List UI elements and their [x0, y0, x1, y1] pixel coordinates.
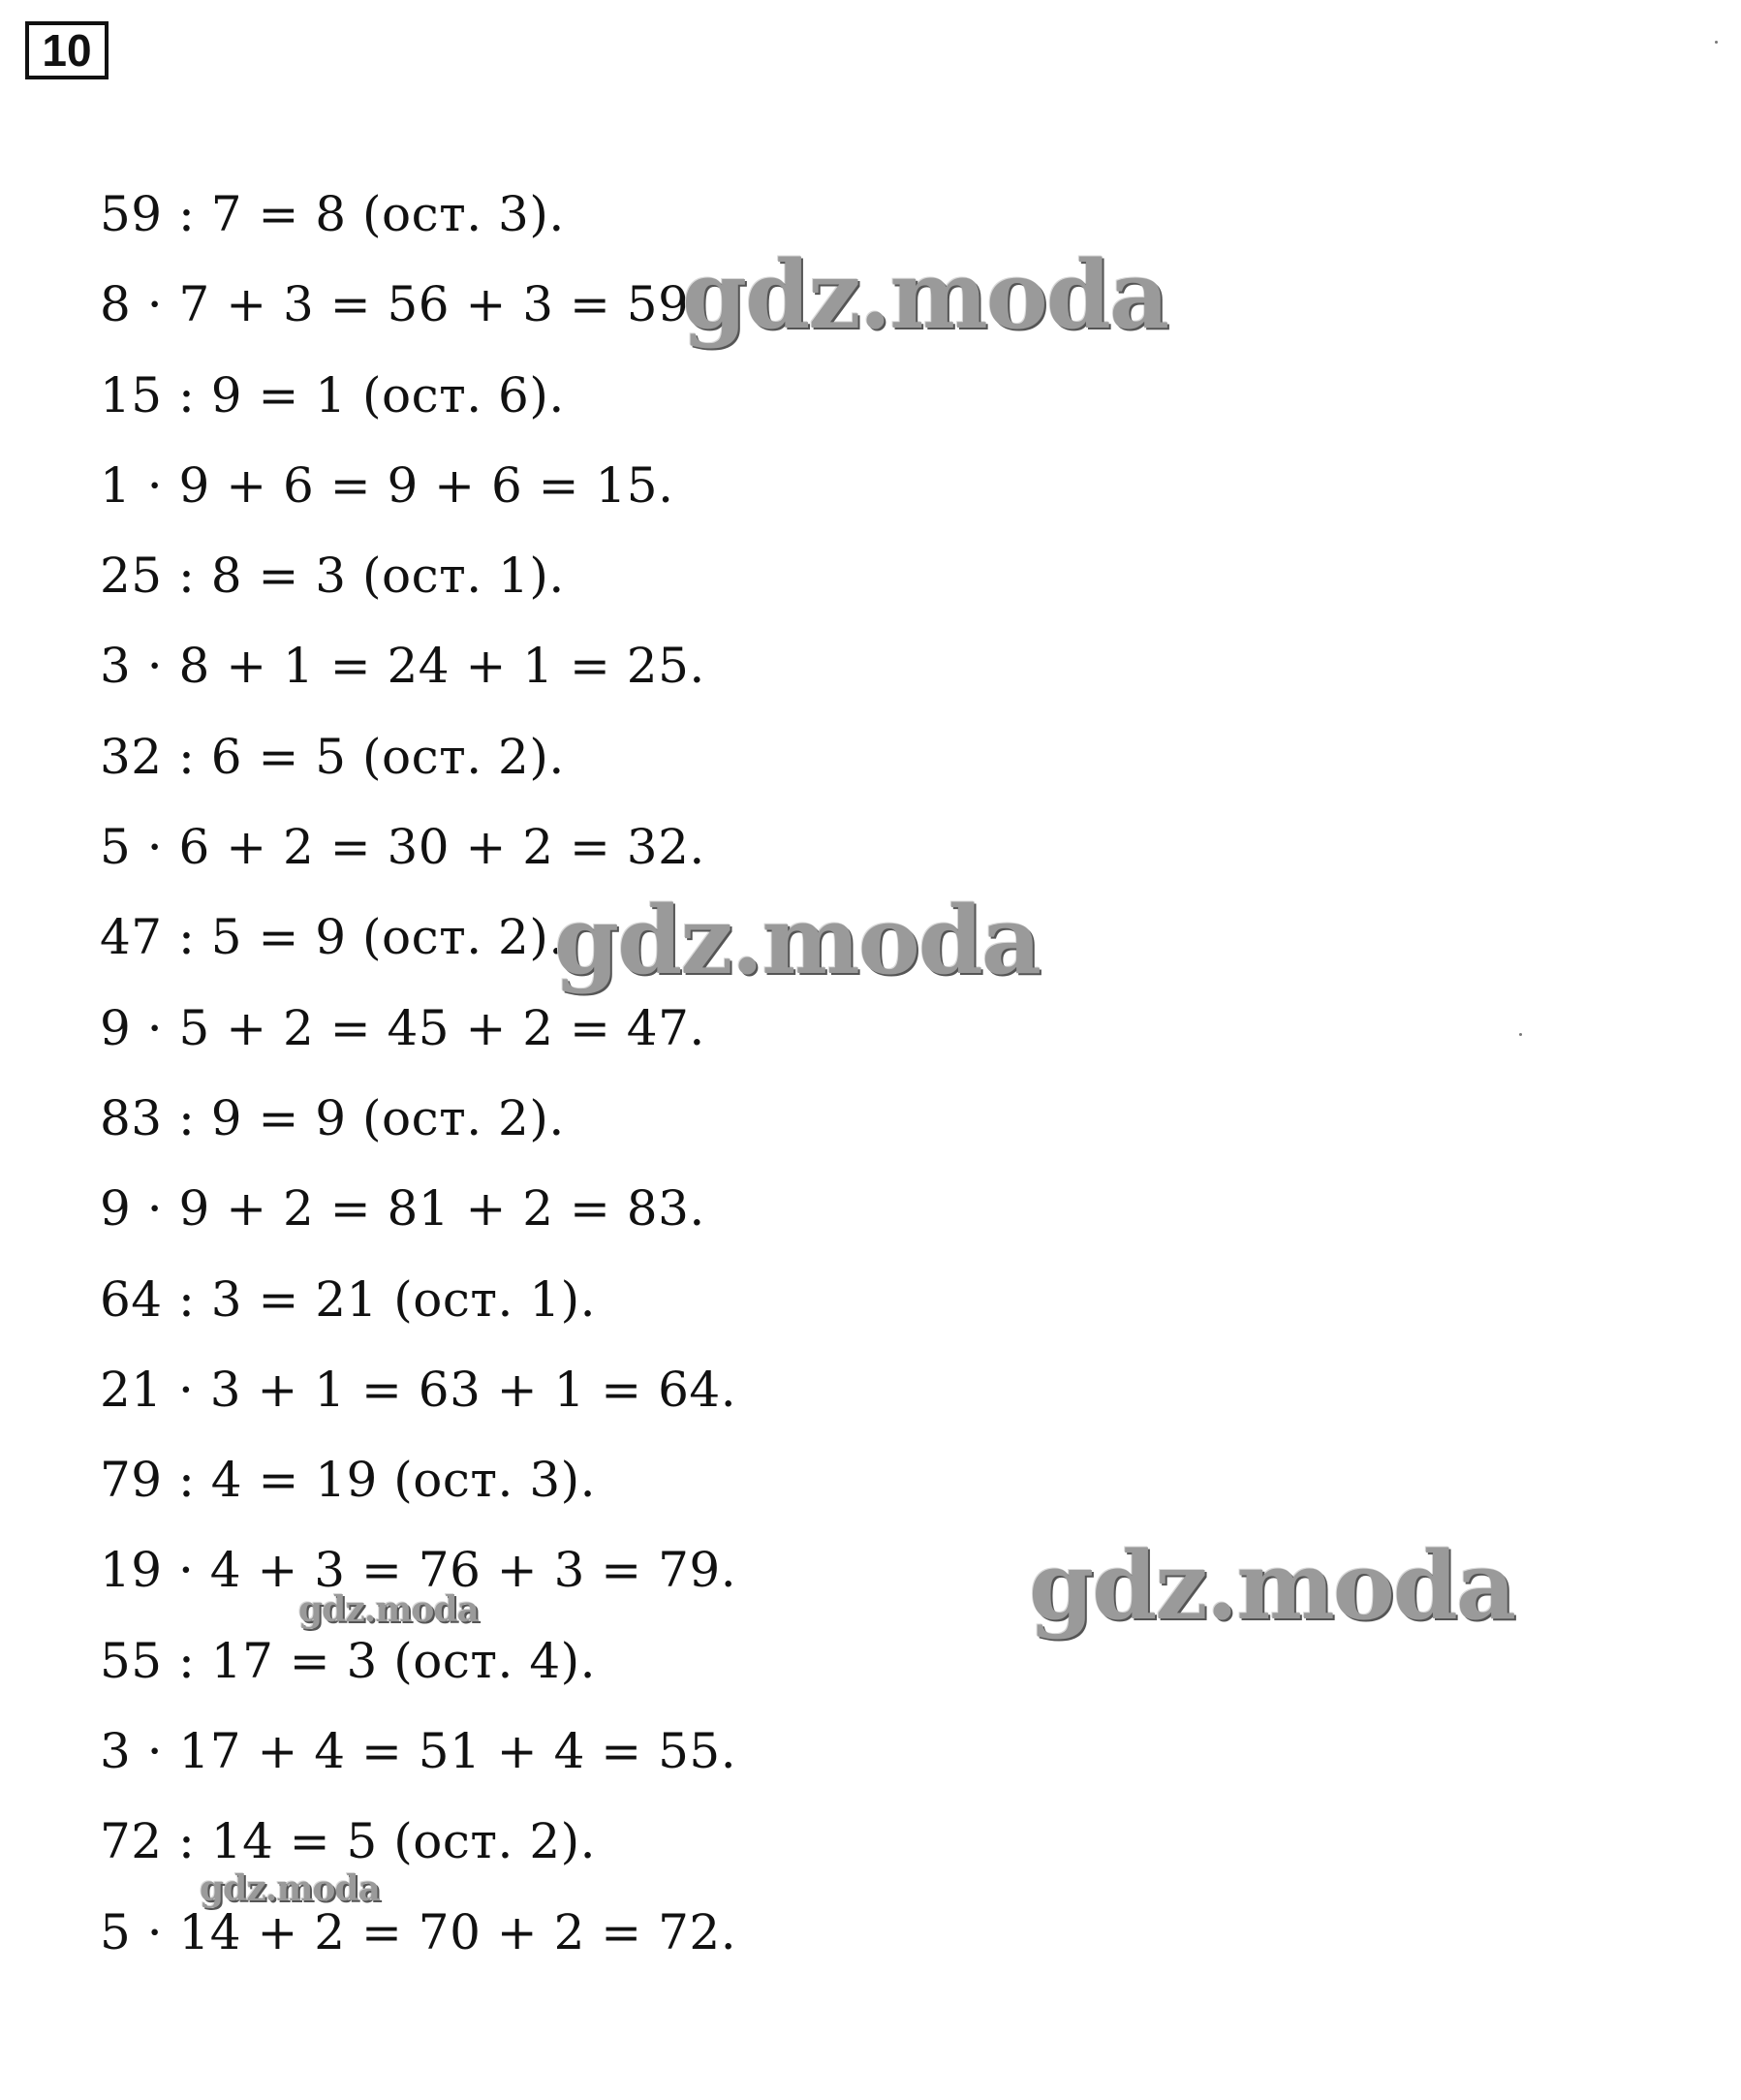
- solution-line: 79 : 4 = 19 (ост. 3).: [100, 1452, 597, 1509]
- solution-line: 32 : 6 = 5 (ост. 2).: [100, 728, 565, 785]
- solution-line: 21 · 3 + 1 = 63 + 1 = 64.: [100, 1361, 737, 1418]
- task-number: 10: [42, 25, 92, 76]
- solution-line: 9 · 5 + 2 = 45 + 2 = 47.: [100, 999, 705, 1056]
- watermark: gdz.moda: [1029, 1531, 1515, 1641]
- solution-line: 25 : 8 = 3 (ост. 1).: [100, 548, 565, 605]
- solution-line: 8 · 7 + 3 = 56 + 3 = 59.: [100, 276, 705, 333]
- solution-line: 3 · 17 + 4 = 51 + 4 = 55.: [100, 1723, 737, 1780]
- solution-line: 47 : 5 = 9 (ост. 2).: [100, 909, 565, 966]
- solution-line: 1 · 9 + 6 = 9 + 6 = 15.: [100, 456, 674, 514]
- watermark: gdz.moda: [554, 886, 1041, 995]
- solution-lines: [100, 182, 736, 1990]
- solution-line: 3 · 8 + 1 = 24 + 1 = 25.: [100, 638, 705, 695]
- solution-line: 83 : 9 = 9 (ост. 2).: [100, 1089, 565, 1146]
- task-number-box: [25, 21, 109, 79]
- solution-line: 19 · 4 + 3 = 76 + 3 = 79.: [100, 1542, 737, 1599]
- solution-line: 55 : 17 = 3 (ост. 4).: [100, 1632, 597, 1689]
- solution-line: 72 : 14 = 5 (ост. 2).: [100, 1813, 597, 1870]
- solution-line: 5 · 6 + 2 = 30 + 2 = 32.: [100, 819, 705, 876]
- watermark: gdz.moda: [200, 1868, 380, 1909]
- scan-speck: [1715, 41, 1718, 44]
- solution-line: 15 : 9 = 1 (ост. 6).: [100, 366, 565, 423]
- watermark: gdz.moda: [682, 240, 1168, 350]
- watermark: gdz.moda: [298, 1589, 479, 1630]
- solution-line: 64 : 3 = 21 (ост. 1).: [100, 1270, 597, 1328]
- scan-speck: [1519, 1033, 1522, 1036]
- solution-line: 5 · 14 + 2 = 70 + 2 = 72.: [100, 1903, 737, 1960]
- solution-line: 59 : 7 = 8 (ост. 3).: [100, 186, 565, 242]
- solution-line: 9 · 9 + 2 = 81 + 2 = 83.: [100, 1180, 705, 1238]
